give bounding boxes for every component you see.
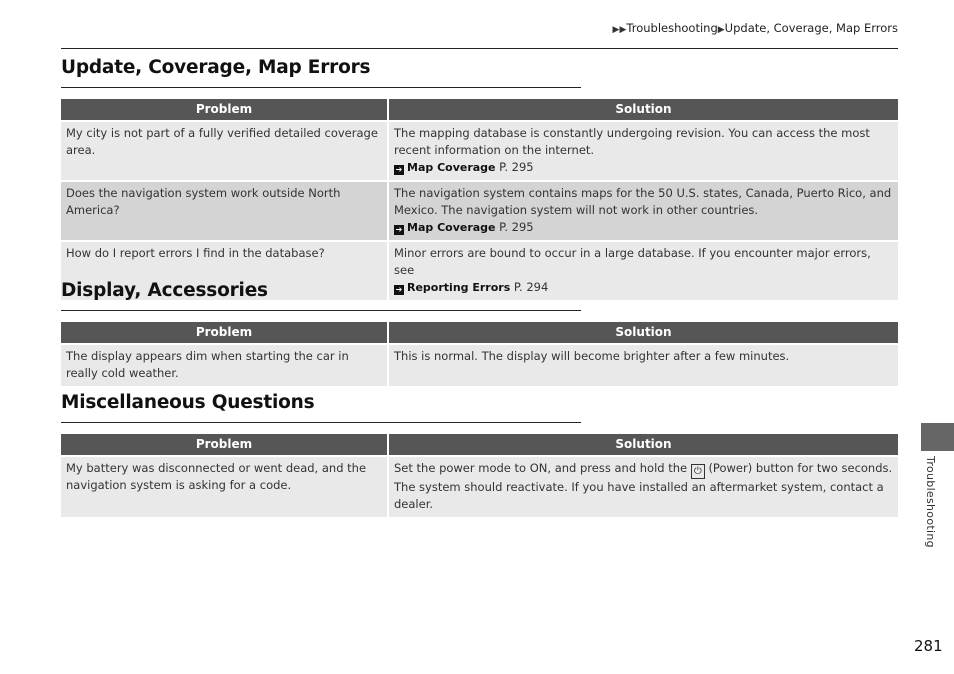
cross-reference-link[interactable] xyxy=(394,219,893,236)
breadcrumb-section[interactable]: Troubleshooting xyxy=(626,21,718,35)
reference-page: P. 294 xyxy=(513,280,549,294)
arrow-reference-icon: ➔ xyxy=(395,285,403,294)
header-divider xyxy=(61,48,898,49)
troubleshooting-table-update xyxy=(61,99,898,300)
troubleshooting-table-misc xyxy=(61,434,898,517)
solution-cell: This is normal. The display will become brighter after a few minutes. xyxy=(388,344,898,386)
section-divider xyxy=(61,422,581,423)
solution-cell xyxy=(388,456,898,517)
column-header-solution: Solution xyxy=(388,434,898,456)
chapter-tab-label: Troubleshooting xyxy=(924,456,937,548)
column-header-problem: Problem xyxy=(61,322,388,344)
solution-text: Set the power mode to ON, and press and hold the xyxy=(394,461,688,475)
reference-title: Reporting Errors xyxy=(407,281,511,294)
cross-reference-link[interactable] xyxy=(394,279,893,296)
problem-cell: My battery was disconnected or went dead, and the navigation system is asking for a code. xyxy=(61,456,388,517)
problem-cell: How do I report errors I find in the database? xyxy=(61,241,388,300)
reference-title: Map Coverage xyxy=(407,221,496,234)
page-number: 281 xyxy=(914,637,943,655)
problem-cell: Does the navigation system work outside North America? xyxy=(61,181,388,241)
troubleshooting-table-display xyxy=(61,322,898,386)
breadcrumb xyxy=(613,21,898,35)
section-divider xyxy=(61,87,581,88)
section-title-misc-questions: Miscellaneous Questions xyxy=(61,392,315,413)
solution-text: Minor errors are bound to occur in a large database. If you encounter major errors, see xyxy=(394,246,871,277)
table-row xyxy=(61,456,898,517)
column-header-problem: Problem xyxy=(61,434,388,456)
solution-text: The navigation system contains maps for the 50 U.S. states, Canada, Puerto Rico, and Mexico. The navigation system will not work in other countries. xyxy=(394,186,892,217)
column-header-solution: Solution xyxy=(388,99,898,121)
solution-text: (Power) button for two seconds. The system should reactivate. If you have installed an aftermarket system, contact a dealer. xyxy=(394,461,893,511)
cross-reference-link[interactable] xyxy=(394,159,893,176)
solution-cell xyxy=(388,181,898,241)
table-row xyxy=(61,121,898,181)
solution-text: The mapping database is constantly undergoing revision. You can access the most recent information on the internet. xyxy=(394,126,870,157)
power-button-icon: ⏻ xyxy=(691,464,705,479)
reference-page: P. 295 xyxy=(499,220,534,234)
column-header-problem: Problem xyxy=(61,99,388,121)
problem-cell: My city is not part of a fully verified detailed coverage area. xyxy=(61,121,388,181)
breadcrumb-arrow-icon: ▶▶ xyxy=(612,25,627,35)
solution-cell xyxy=(388,241,898,300)
column-header-solution: Solution xyxy=(388,322,898,344)
reference-page: P. 295 xyxy=(499,160,534,174)
breadcrumb-separator-icon: ▶ xyxy=(717,25,725,35)
reference-title: Map Coverage xyxy=(407,161,496,174)
solution-cell xyxy=(388,121,898,181)
table-row xyxy=(61,344,898,386)
section-divider xyxy=(61,310,581,311)
breadcrumb-page: Update, Coverage, Map Errors xyxy=(724,21,898,35)
chapter-tab[interactable] xyxy=(921,423,954,451)
section-title-update-coverage: Update, Coverage, Map Errors xyxy=(61,57,371,78)
problem-cell: The display appears dim when starting the car in really cold weather. xyxy=(61,344,388,386)
arrow-reference-icon: ➔ xyxy=(395,225,403,234)
table-row xyxy=(61,181,898,241)
section-title-display-accessories: Display, Accessories xyxy=(61,280,268,301)
arrow-reference-icon: ➔ xyxy=(395,165,403,174)
